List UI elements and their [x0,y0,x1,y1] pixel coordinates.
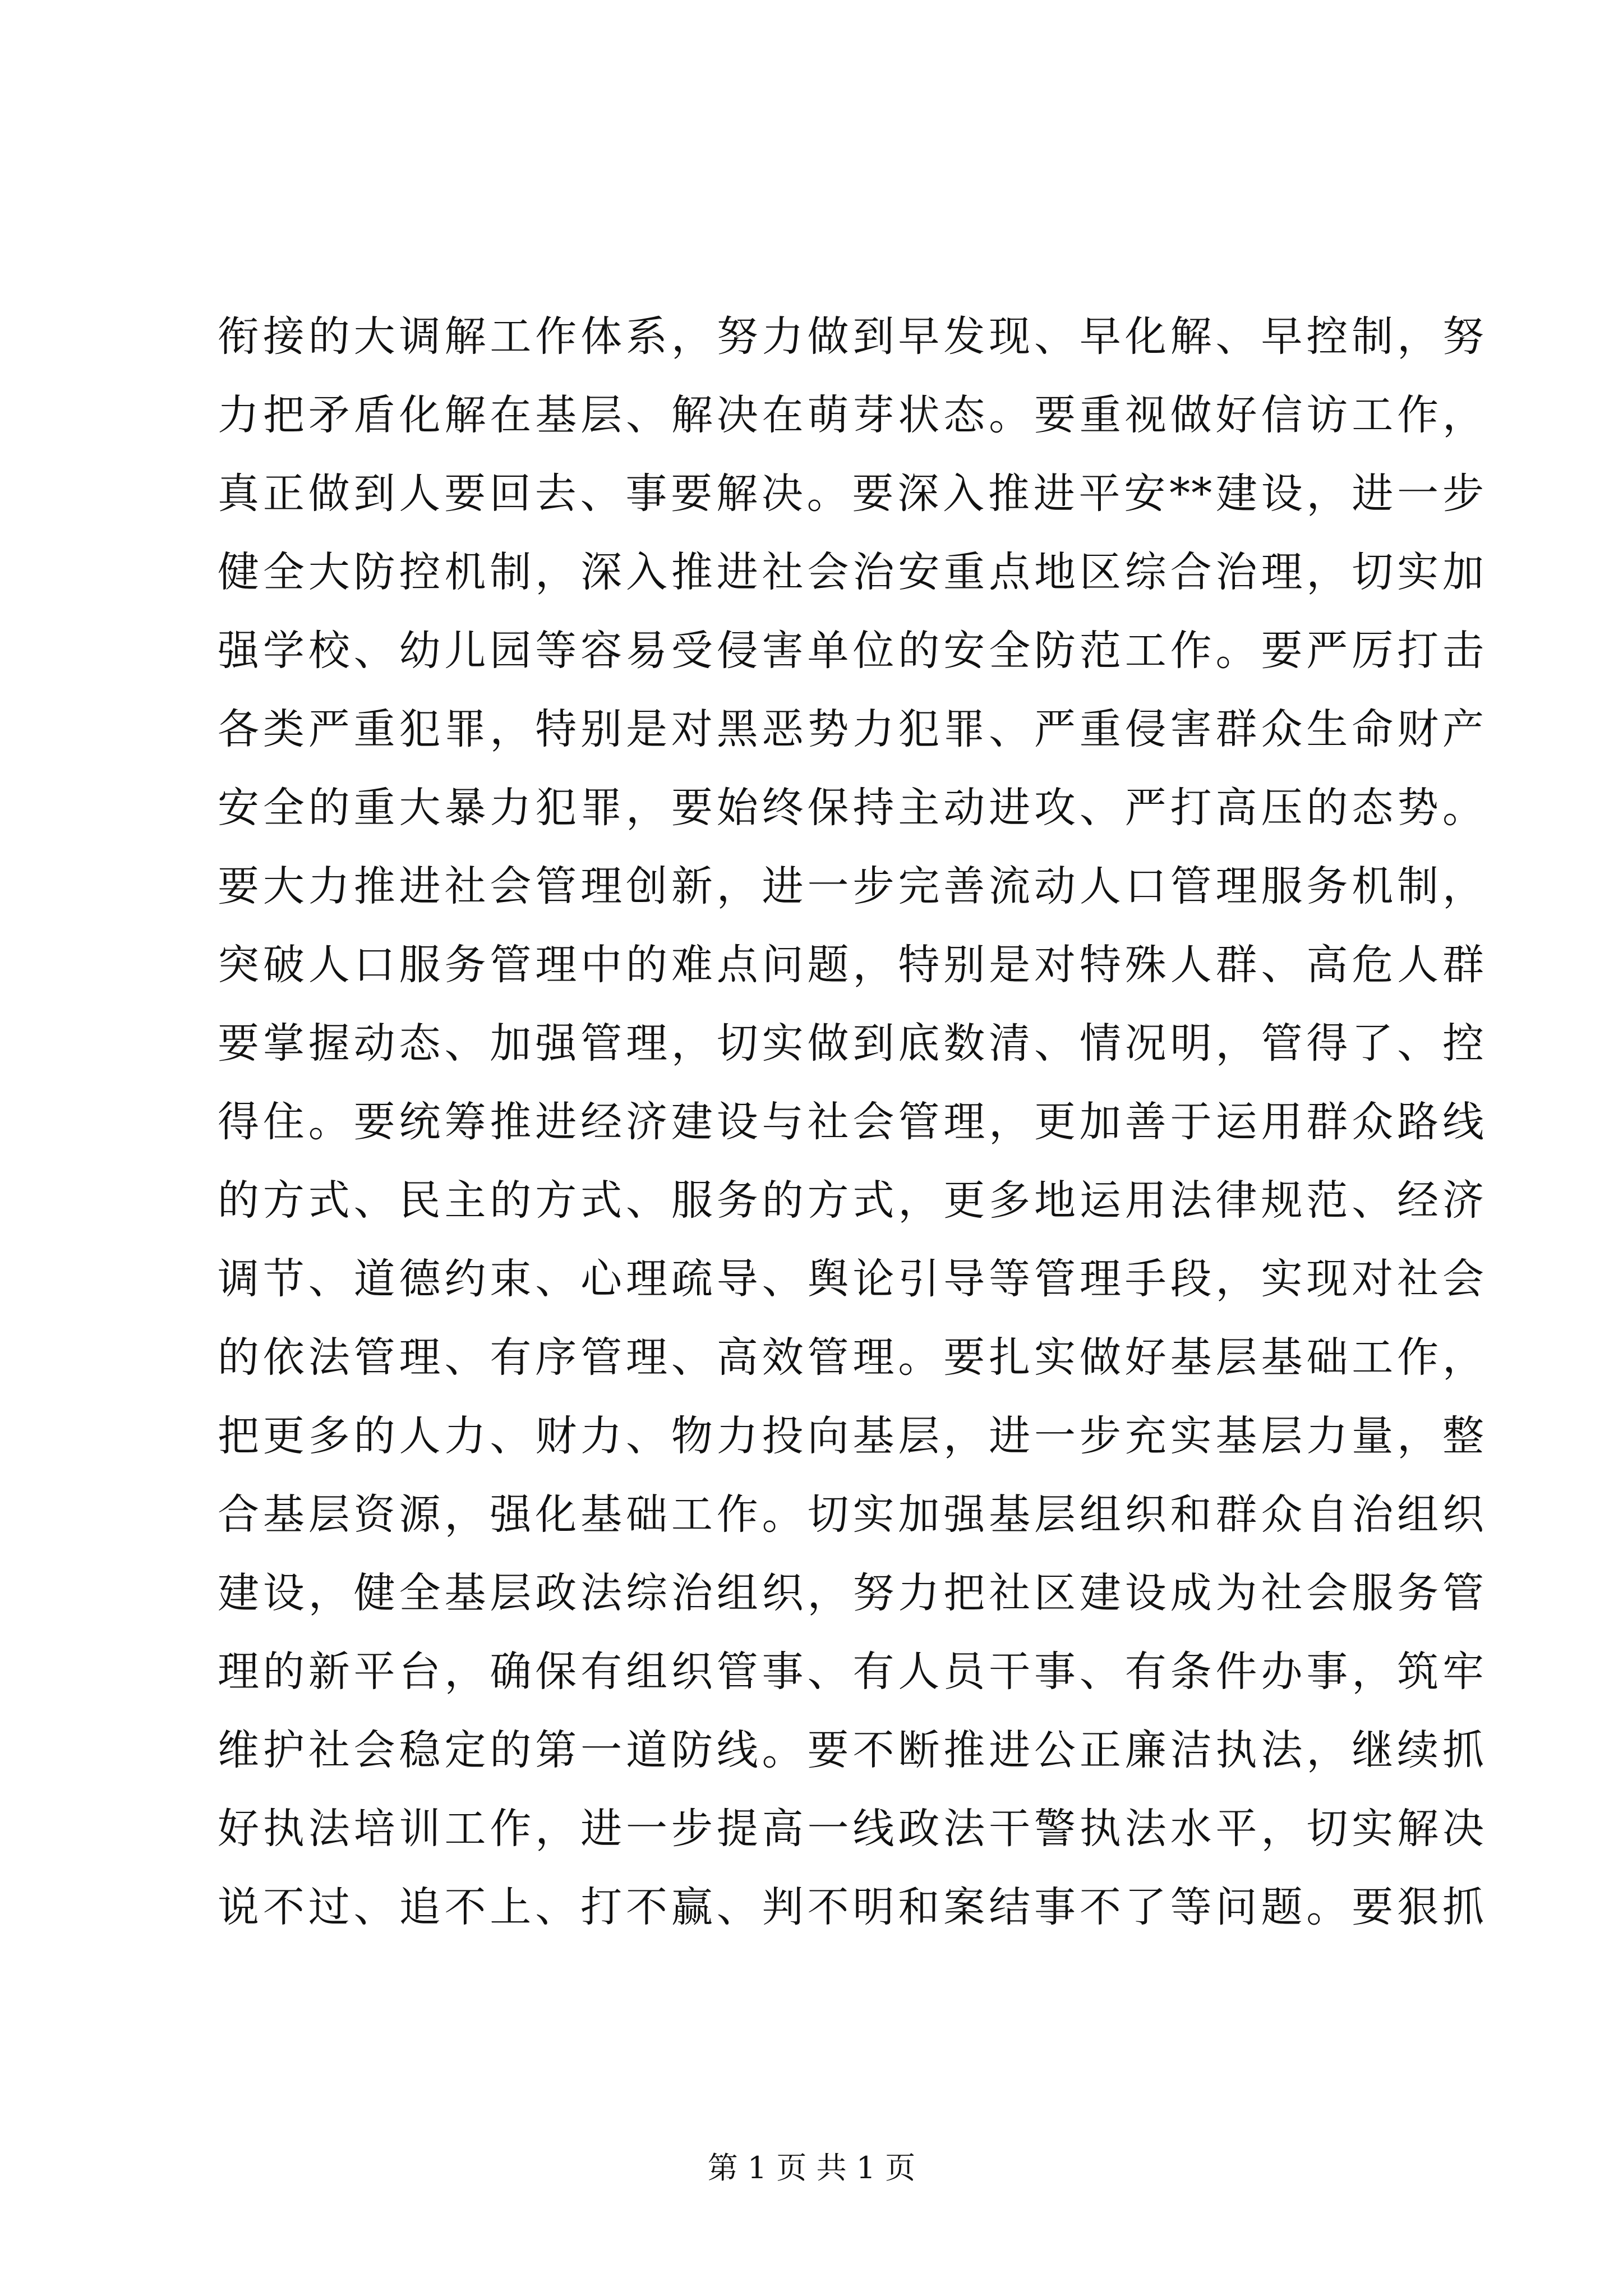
text-line-3: 真正做到人要回去、事要解决。要深入推进平安**建设，进一步 [218,470,1485,518]
text-line-8: 要大力推进社会管理创新，进一步完善流动人口管理服务机制， [218,862,1485,910]
text-line-2: 力把矛盾化解在基层、解决在萌芽状态。要重视做好信访工作， [218,391,1485,439]
text-line-21: 说不过、追不上、打不赢、判不明和案结事不了等问题。要狠抓 [218,1883,1485,1931]
text-line-20: 好执法培训工作，进一步提高一线政法干警执法水平，切实解决 [218,1805,1485,1853]
text-line-19: 维护社会稳定的第一道防线。要不断推进公正廉洁执法，继续抓 [218,1726,1485,1774]
text-line-13: 调节、道德约束、心理疏导、舆论引导等管理手段，实现对社会 [218,1255,1485,1303]
text-line-5: 强学校、幼儿园等容易受侵害单位的安全防范工作。要严厉打击 [218,627,1485,675]
page-footer: 第 1 页 共 1 页 [707,2150,916,2185]
body-text [218,297,1485,1947]
text-line-9: 突破人口服务管理中的难点问题，特别是对特殊人群、高危人群 [218,941,1485,989]
text-line-15: 把更多的人力、财力、物力投向基层，进一步充实基层力量，整 [218,1412,1485,1460]
text-line-10: 要掌握动态、加强管理，切实做到底数清、情况明，管得了、控 [218,1019,1485,1068]
text-line-11: 得住。要统筹推进经济建设与社会管理，更加善于运用群众路线 [218,1098,1485,1146]
text-line-6: 各类严重犯罪，特别是对黑恶势力犯罪、严重侵害群众生命财产 [218,705,1485,753]
text-line-12: 的方式、民主的方式、服务的方式，更多地运用法律规范、经济 [218,1176,1485,1225]
text-line-17: 建设，健全基层政法综治组织，努力把社区建设成为社会服务管 [218,1569,1485,1617]
text-line-14: 的依法管理、有序管理、高效管理。要扎实做好基层基础工作， [218,1333,1485,1382]
text-line-4: 健全大防控机制，深入推进社会治安重点地区综合治理，切实加 [218,548,1485,596]
text-line-16: 合基层资源，强化基础工作。切实加强基层组织和群众自治组织 [218,1490,1485,1539]
text-line-18: 理的新平台，确保有组织管事、有人员干事、有条件办事，筑牢 [218,1648,1485,1696]
text-line-7: 安全的重大暴力犯罪，要始终保持主动进攻、严打高压的态势。 [218,784,1485,832]
text-line-1: 衔接的大调解工作体系，努力做到早发现、早化解、早控制，努 [218,312,1485,361]
